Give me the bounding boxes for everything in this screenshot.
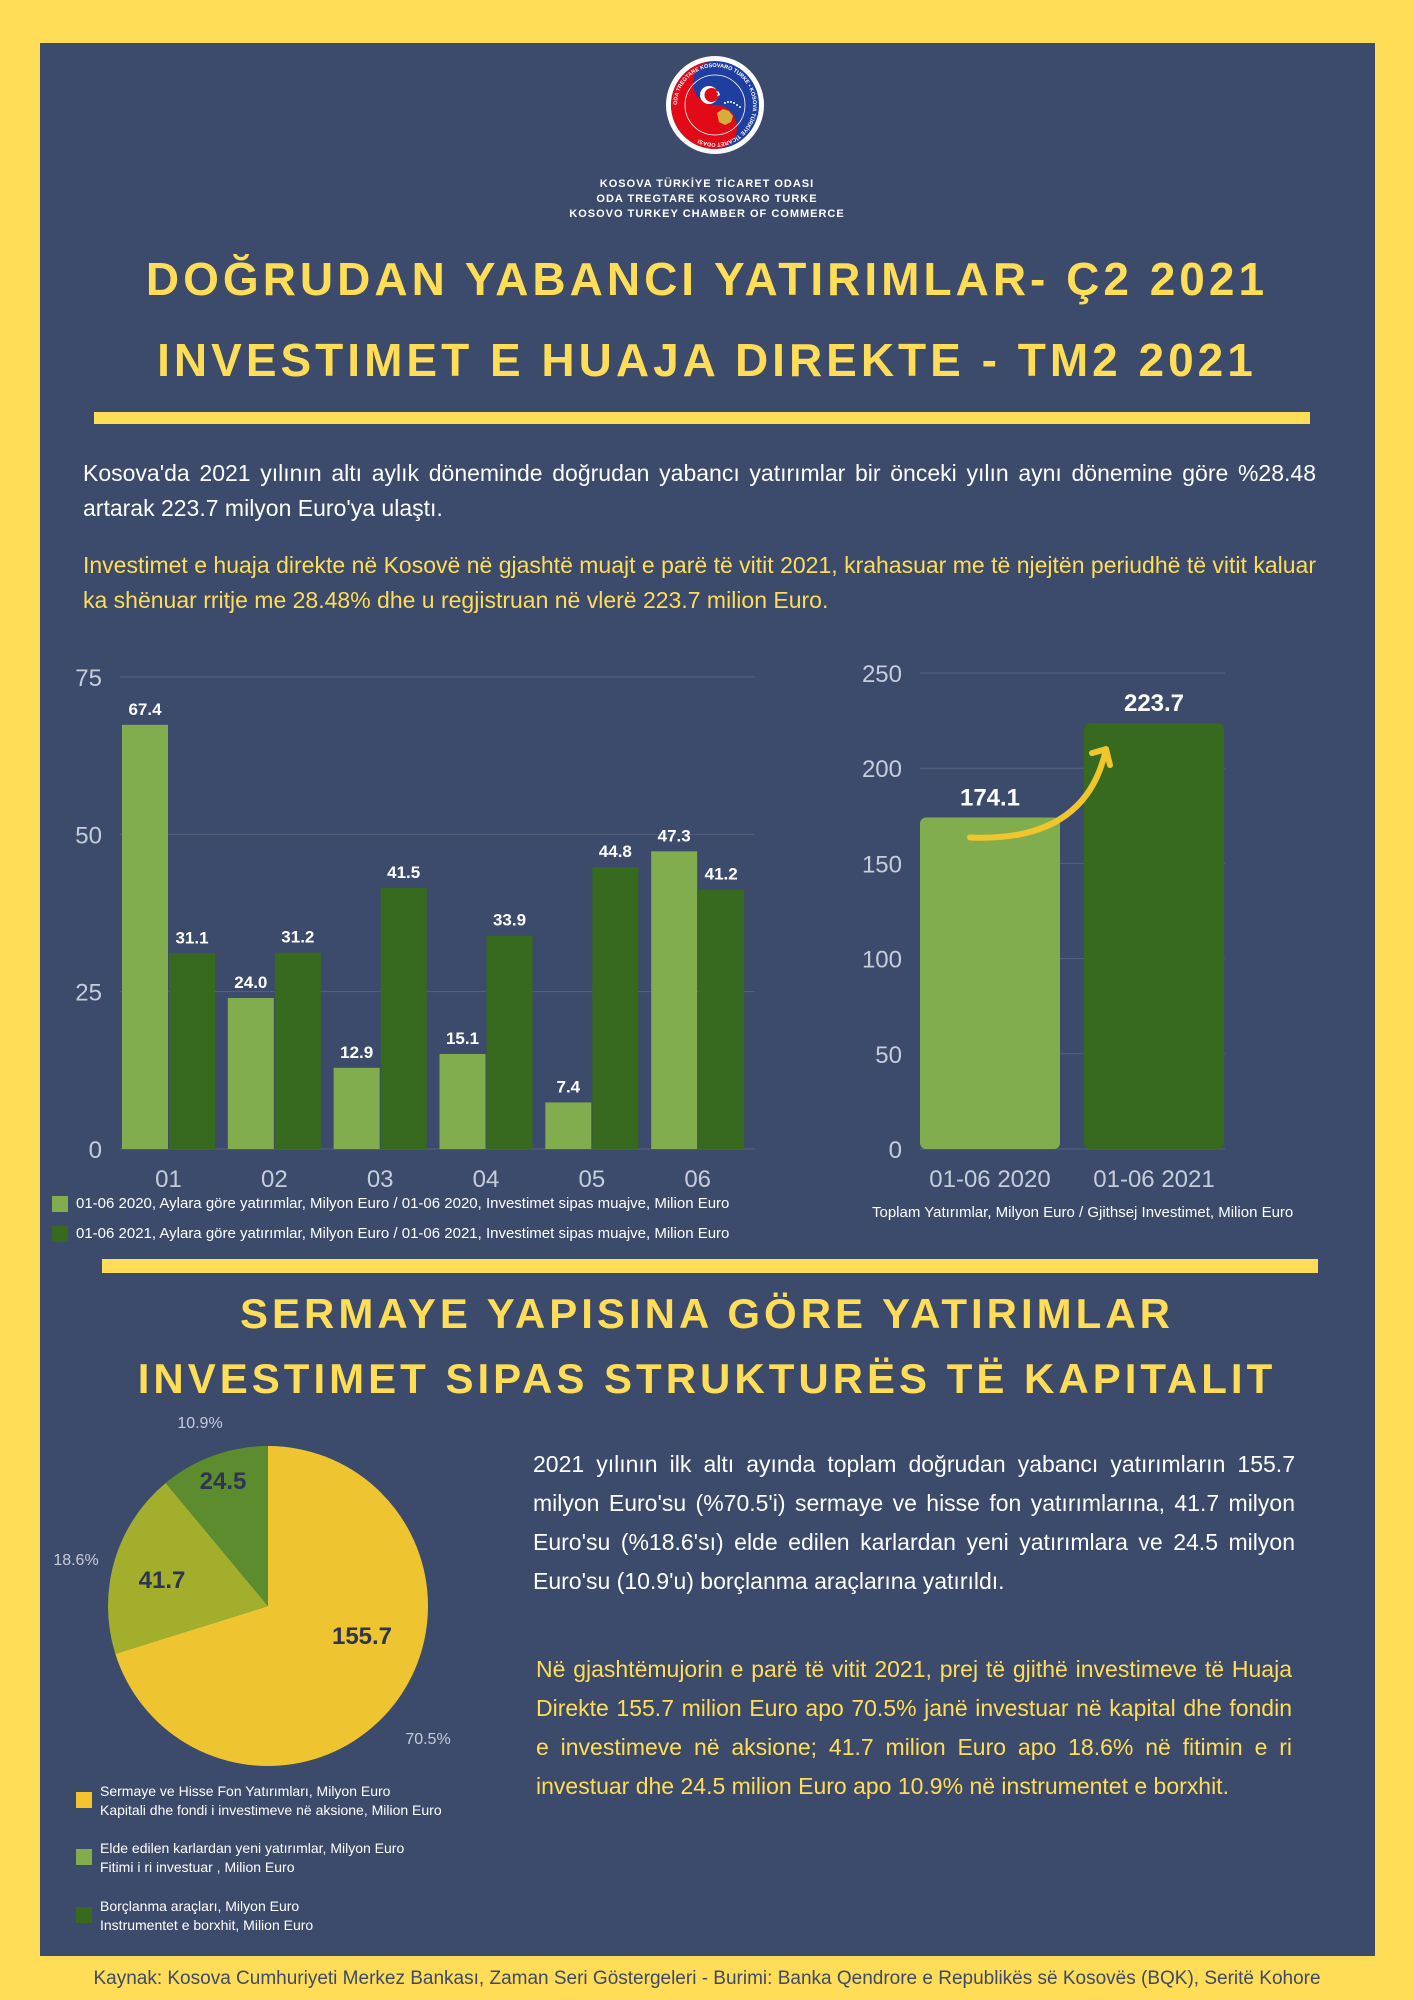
legend-label-2021: 01-06 2021, Aylara göre yatırımlar, Milyon Euro / 01-06 2021, Investimet sipas muajve, Milion Euro bbox=[76, 1225, 730, 1242]
monthly-bar bbox=[169, 953, 215, 1149]
monthly-bar-label: 24.0 bbox=[234, 972, 268, 992]
monthly-bar bbox=[440, 1054, 486, 1149]
monthly-bar-label: 47.3 bbox=[657, 826, 691, 846]
total-y-tick: 50 bbox=[875, 1041, 902, 1069]
section2-text-tr: 2021 yılının ilk altı ayında toplam doğrudan yabancı yatırımların 155.7 milyon Euro'su (%70.5'i) sermaye ve hisse fon yatırımlarına, 41.7 milyon Euro'su (%18.6'sı) elde edilen karlardan yeni yatırımlara ve 24.5 milyon Euro'su (10.9'u) borçlanma araçlarına yatırıldı. bbox=[533, 1451, 1295, 1594]
monthly-bar bbox=[334, 1068, 380, 1149]
legend-swatch-2021 bbox=[52, 1226, 68, 1242]
legend-item-2020 bbox=[52, 1195, 729, 1212]
main-title-tr: DOĞRUDAN YABANCI YATIRIMLAR- Ç2 2021 bbox=[145, 253, 1269, 305]
pie-legend-equity-tr: Sermaye ve Hisse Fon Yatırımları, Milyon Euro bbox=[100, 1783, 391, 1799]
monthly-bar-label: 15.1 bbox=[445, 1028, 480, 1048]
monthly-bar bbox=[651, 851, 697, 1149]
total-y-tick: 250 bbox=[861, 661, 902, 688]
total-x-tick: 01-06 2021 bbox=[1093, 1166, 1215, 1193]
pie-legend-reinvested-tr: Elde edilen karlardan yeni yatırımlar, Milyon Euro bbox=[100, 1840, 405, 1856]
pie-slice-label: 41.7 bbox=[138, 1567, 186, 1594]
total-chart-caption: Toplam Yatırımlar, Milyon Euro / Gjithsej Investimet, Milion Euro bbox=[872, 1204, 1294, 1221]
monthly-x-tick: 05 bbox=[578, 1166, 606, 1193]
monthly-bar bbox=[698, 890, 744, 1149]
legend-item-2021 bbox=[52, 1225, 729, 1242]
monthly-bar-label: 31.1 bbox=[175, 928, 209, 948]
pie-legend-debt-tr: Borçlanma araçları, Milyon Euro bbox=[100, 1898, 300, 1914]
pie-legend-equity bbox=[76, 1782, 442, 1820]
pie-slice-percent: 70.5% bbox=[405, 1731, 451, 1748]
intro-text-sq: Investimet e huaja direkte në Kosovë në gjashtë muajt e parë të vitit 2021, krahasuar me të njejtën periudhë të vitit kaluar ka shënuar rritje me 28.48% dhe u regjistruan në vlerë 223.7 milion Euro. bbox=[83, 552, 1316, 613]
legend-swatch-2020 bbox=[52, 1196, 68, 1212]
org-name-sq: ODA TREGTARE KOSOVARO TURKE bbox=[596, 193, 818, 205]
monthly-bar bbox=[275, 953, 321, 1149]
org-name-tr: KOSOVA TÜRKİYE TİCARET ODASI bbox=[599, 178, 815, 190]
monthly-bar bbox=[487, 936, 533, 1149]
monthly-x-tick: 02 bbox=[260, 1166, 288, 1193]
monthly-bar-label: 67.4 bbox=[128, 699, 162, 719]
section-divider bbox=[102, 1259, 1318, 1273]
logo-ring-text: ODA TREGTARE KOSOVARO TURKE • KOSOVA TÜRKİYE TİCARET ODASI bbox=[672, 62, 758, 148]
monthly-x-tick: 01 bbox=[155, 1166, 182, 1193]
main-title-sq: INVESTIMET E HUAJA DIREKTE - TM2 2021 bbox=[157, 334, 1257, 386]
pie-legend-swatch-equity bbox=[76, 1792, 92, 1808]
total-bar bbox=[1084, 723, 1224, 1149]
monthly-bar-label: 33.9 bbox=[492, 910, 527, 930]
legend-label-2020: 01-06 2020, Aylara göre yatırımlar, Milyon Euro / 01-06 2020, Investimet sipas muajve, Milion Euro bbox=[76, 1195, 730, 1212]
section2-title-sq: INVESTIMET SIPAS STRUKTURËS TË KAPITALIT bbox=[137, 1355, 1277, 1402]
monthly-bar-label: 41.5 bbox=[387, 862, 421, 882]
monthly-bar bbox=[122, 725, 168, 1149]
monthly-y-tick: 25 bbox=[75, 979, 102, 1007]
total-y-tick: 100 bbox=[861, 946, 902, 974]
pie-legend-equity-sq: Kapitali dhe fondi i investimeve në aksione, Milion Euro bbox=[100, 1802, 442, 1818]
monthly-bar bbox=[228, 998, 274, 1149]
pie-legend-reinvested-sq: Fitimi i ri investuar , Milion Euro bbox=[100, 1859, 295, 1875]
monthly-bar-label: 44.8 bbox=[598, 842, 632, 862]
total-y-tick: 150 bbox=[861, 851, 902, 879]
pie-legend-swatch-debt bbox=[76, 1907, 92, 1923]
monthly-x-tick: 06 bbox=[684, 1166, 712, 1193]
total-x-tick: 01-06 2020 bbox=[929, 1166, 1051, 1193]
chamber-logo bbox=[665, 55, 765, 155]
monthly-bar bbox=[381, 888, 427, 1149]
pie-legend-debt bbox=[76, 1897, 313, 1935]
monthly-x-tick: 04 bbox=[472, 1166, 500, 1193]
monthly-y-tick: 50 bbox=[75, 822, 102, 850]
intro-text-tr: Kosova'da 2021 yılının altı aylık döneminde doğrudan yabancı yatırımlar bir önceki yılın aynı dönemine göre %28.48 artarak 223.7 milyon Euro'ya ulaştı. bbox=[83, 460, 1316, 521]
total-bar-label: 174.1 bbox=[959, 784, 1021, 812]
pie-slice-label: 24.5 bbox=[199, 1468, 247, 1495]
pie-slice-percent: 18.6% bbox=[53, 1552, 99, 1569]
total-bar bbox=[920, 818, 1060, 1149]
section2-title-tr: SERMAYE YAPISINA GÖRE YATIRIMLAR bbox=[240, 1290, 1174, 1337]
monthly-bar bbox=[545, 1102, 591, 1149]
total-y-tick: 200 bbox=[861, 756, 902, 784]
title-divider bbox=[94, 412, 1310, 424]
pie-slice-label: 155.7 bbox=[331, 1623, 393, 1650]
total-y-tick: 0 bbox=[888, 1137, 902, 1164]
monthly-y-tick: 0 bbox=[88, 1137, 102, 1164]
logo-emblem bbox=[665, 55, 765, 155]
monthly-x-tick: 03 bbox=[366, 1166, 394, 1193]
pie-slice-percent: 10.9% bbox=[177, 1415, 223, 1432]
total-investment-chart bbox=[840, 655, 1240, 1200]
pie-legend-swatch-reinvested bbox=[76, 1849, 92, 1865]
capital-structure-pie bbox=[40, 1410, 520, 1770]
total-bar-label: 223.7 bbox=[1123, 690, 1185, 718]
monthly-y-tick: 75 bbox=[75, 665, 102, 692]
monthly-investment-chart bbox=[40, 655, 780, 1200]
pie-legend-debt-sq: Instrumentet e borxhit, Milion Euro bbox=[100, 1917, 314, 1933]
section2-text-sq: Në gjashtëmujorin e parë të vitit 2021, prej të gjithë investimeve të Huaja Direkte 155.7 milion Euro apo 70.5% janë investuar në kapital dhe fondin e investimeve në aksione; 41.7 milion Euro apo 18.6% në fitimin e ri investuar dhe 24.5 milion Euro apo 10.9% në instrumentet e borxhit. bbox=[536, 1656, 1292, 1799]
monthly-bar-label: 12.9 bbox=[340, 1042, 374, 1062]
source-footer: Kaynak: Kosova Cumhuriyeti Merkez Bankası, Zaman Seri Göstergeleri - Burimi: Banka Qendrore e Republikës së Kosovës (BQK), Seritë Kohore bbox=[93, 1968, 1321, 1989]
monthly-bar bbox=[592, 867, 638, 1149]
org-name-en: KOSOVO TURKEY CHAMBER OF COMMERCE bbox=[569, 208, 845, 220]
monthly-bar-label: 31.2 bbox=[281, 927, 315, 947]
monthly-bar-label: 41.2 bbox=[704, 864, 738, 884]
pie-legend-reinvested bbox=[76, 1839, 404, 1877]
monthly-bar-label: 7.4 bbox=[556, 1077, 581, 1097]
